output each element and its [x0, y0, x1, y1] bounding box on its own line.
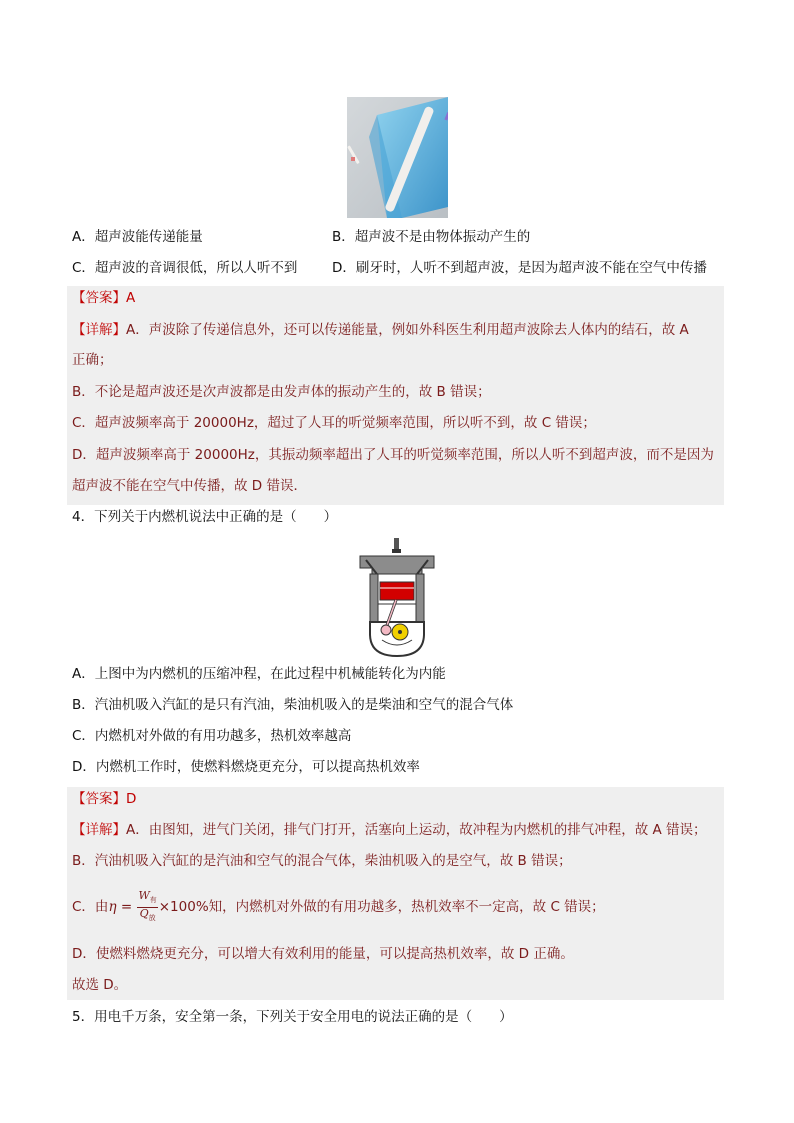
formula-denominator: Q [139, 906, 149, 920]
detail-text: A．由图知，进气门关闭，排气门打开，活塞向上运动，故冲程为内燃机的排气冲程，故 A 错误； [126, 822, 707, 838]
formula-eq: = [116, 899, 137, 915]
detail-c-suffix: 知，内燃机对外做的有用功越多，热机效率不一定高，故 C 错误； [208, 899, 605, 915]
efficiency-formula-fraction [137, 890, 157, 923]
q3-detail-line-3: B．不论是超声波还是次声波都是由发声体的振动产生的，故 B 错误； [72, 384, 491, 400]
q4-detail-line-a [72, 820, 707, 840]
q3-option-a: A．超声波能传递能量 [72, 229, 203, 245]
q4-detail-line-c [72, 890, 605, 924]
answer-tag: 【答案】 [72, 290, 126, 306]
detail-tag: 【详解】 [72, 822, 126, 838]
q4-detail-line-d: D．使燃料燃烧更充分，可以增大有效利用的能量，可以提高热机效率，故 D 正确。 [72, 946, 574, 962]
answer-value: D [126, 791, 137, 807]
q5-question: 5．用电千万条，安全第一条，下列关于安全用电的说法正确的是（ ） [72, 1009, 513, 1025]
formula-tail: ×100% [158, 899, 209, 915]
toothbrush-photo [347, 97, 448, 218]
detail-c-prefix: C．由 [72, 899, 109, 915]
answer-value: A [126, 290, 136, 306]
formula-numerator: W [138, 889, 150, 903]
formula-eta: η [108, 899, 117, 915]
q4-option-a: A．上图中为内燃机的压缩冲程，在此过程中机械能转化为内能 [72, 666, 446, 682]
engine-diagram [352, 538, 442, 658]
answer-tag: 【答案】 [72, 791, 126, 807]
q3-option-b: B．超声波不是由物体振动产生的 [332, 229, 531, 245]
q4-answer-line [72, 789, 136, 809]
detail-text: A．声波除了传递信息外，还可以传递能量，例如外科医生利用超声波除去人体内的结石，故 A [126, 322, 689, 338]
q4-detail-line-b: B．汽油机吸入汽缸的是汽油和空气的混合气体，柴油机吸入的是空气，故 B 错误； [72, 853, 572, 869]
q4-question: 4．下列关于内燃机说法中正确的是（ ） [72, 509, 338, 525]
q4-option-c: C．内燃机对外做的有用功越多，热机效率越高 [72, 728, 352, 744]
q4-option-d: D．内燃机工作时，使燃料燃烧更充分，可以提高热机效率 [72, 759, 420, 775]
q3-detail-line-5: D．超声波频率高于 20000Hz，其振动频率超出了人耳的听觉频率范围，所以人听不到超声波，而不是因为 [72, 447, 714, 463]
q3-option-d: D．刷牙时，人听不到超声波，是因为超声波不能在空气中传播 [332, 260, 707, 276]
q3-detail-line-4: C．超声波频率高于 20000Hz，超过了人耳的听觉频率范围，所以听不到，故 C 错误； [72, 415, 596, 431]
detail-tag: 【详解】 [72, 322, 126, 338]
q3-detail-line-6: 超声波不能在空气中传播，故 D 错误． [72, 478, 307, 494]
q4-option-b: B．汽油机吸入汽缸的是只有汽油，柴油机吸入的是柴油和空气的混合气体 [72, 697, 514, 713]
formula-denominator-sub: 放 [148, 913, 156, 922]
q3-detail-line-2: 正确； [72, 352, 113, 368]
q3-detail-line-1 [72, 320, 689, 340]
formula-numerator-sub: 有 [149, 896, 157, 905]
q4-conclusion: 故选 D。 [72, 977, 128, 993]
q3-option-c: C．超声波的音调很低，所以人听不到 [72, 260, 298, 276]
q3-answer-line [72, 288, 135, 308]
